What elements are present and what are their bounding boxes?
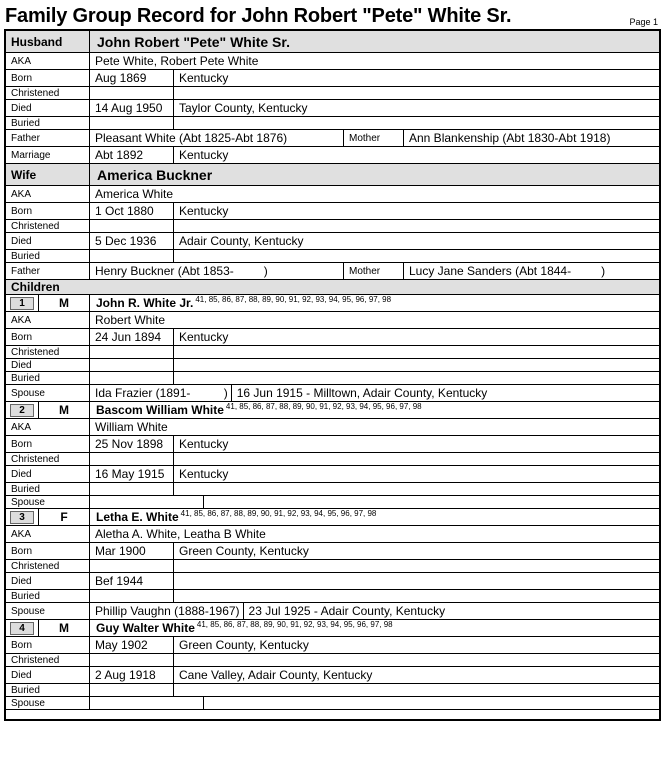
field-label-aka: AKA bbox=[6, 53, 90, 69]
date-cell-buried bbox=[90, 117, 174, 129]
place-cell-died: Taylor County, Kentucky bbox=[179, 101, 308, 115]
date-cell-buried bbox=[90, 372, 174, 384]
section-header-husband bbox=[6, 31, 659, 53]
child-row-4 bbox=[6, 620, 659, 637]
spouse-label: Spouse bbox=[6, 603, 90, 619]
field-label-born: Born bbox=[6, 436, 90, 452]
date-cell-died: 16 May 1915 bbox=[90, 466, 174, 482]
date-cell-born: 1 Oct 1880 bbox=[90, 203, 174, 219]
field-label-christened: Christened bbox=[6, 87, 90, 99]
child-number-cell bbox=[6, 509, 39, 525]
mother-label: Mother bbox=[344, 263, 404, 279]
child-row-1 bbox=[6, 295, 659, 312]
field-label-marriage: Marriage bbox=[6, 147, 90, 163]
row-christened bbox=[6, 87, 659, 100]
child-number-cell bbox=[6, 295, 39, 311]
row-christened bbox=[6, 654, 659, 667]
child-number-badge: 4 bbox=[10, 622, 34, 635]
row-died bbox=[6, 466, 659, 483]
place-cell-christened bbox=[174, 87, 659, 99]
date-cell-christened bbox=[90, 346, 174, 358]
child-sex-cell: M bbox=[39, 620, 90, 636]
date-cell-christened bbox=[90, 87, 174, 99]
field-label-died: Died bbox=[6, 100, 90, 116]
field-label-christened: Christened bbox=[6, 654, 90, 666]
date-cell-died bbox=[90, 359, 174, 371]
child-number-cell bbox=[6, 620, 39, 636]
date-cell-buried bbox=[90, 684, 174, 696]
father-name-cell: Pleasant White (Abt 1825-Abt 1876) bbox=[90, 130, 344, 146]
place-cell-died bbox=[174, 359, 659, 371]
date-cell-born: Aug 1869 bbox=[90, 70, 174, 86]
child-number-badge: 3 bbox=[10, 511, 34, 524]
child-number-badge: 2 bbox=[10, 404, 34, 417]
date-cell-marriage: Abt 1892 bbox=[90, 147, 174, 163]
section-header-wife bbox=[6, 164, 659, 186]
child-name: Letha E. White bbox=[96, 510, 179, 524]
child-name-cell bbox=[90, 295, 659, 311]
row-died bbox=[6, 573, 659, 590]
father-label: Father bbox=[6, 263, 90, 279]
section-title-wife: America Buckner bbox=[97, 166, 213, 183]
child-name-cell bbox=[90, 402, 659, 418]
section-label-wife: Wife bbox=[6, 164, 90, 185]
spouse-label: Spouse bbox=[6, 496, 90, 508]
row-aka bbox=[6, 186, 659, 203]
row-spouse bbox=[6, 603, 659, 620]
child-name: Guy Walter White bbox=[96, 621, 195, 635]
row-born bbox=[6, 329, 659, 346]
place-cell-buried bbox=[174, 483, 659, 495]
place-cell-born: Kentucky bbox=[179, 330, 229, 344]
field-label-died: Died bbox=[6, 233, 90, 249]
field-label-died: Died bbox=[6, 466, 90, 482]
field-label-aka: AKA bbox=[6, 312, 90, 328]
row-died bbox=[6, 100, 659, 117]
partial-bottom-row bbox=[6, 710, 659, 719]
row-died bbox=[6, 359, 659, 372]
row-christened bbox=[6, 560, 659, 573]
mother-name-cell: Lucy Jane Sanders (Abt 1844- ) bbox=[409, 264, 606, 278]
field-label-died: Died bbox=[6, 359, 90, 371]
spouse-name-cell: Phillip Vaughn (1888-1967) bbox=[90, 603, 244, 619]
mother-label: Mother bbox=[344, 130, 404, 146]
place-cell-christened bbox=[174, 654, 659, 666]
place-cell-buried bbox=[174, 250, 659, 262]
place-cell-christened bbox=[174, 453, 659, 465]
place-cell-christened bbox=[174, 346, 659, 358]
marriage-cell bbox=[204, 496, 659, 508]
title-bar bbox=[0, 0, 665, 29]
place-cell-buried bbox=[174, 684, 659, 696]
place-cell-christened bbox=[174, 220, 659, 232]
row-born bbox=[6, 203, 659, 220]
row-aka bbox=[6, 419, 659, 436]
field-label-christened: Christened bbox=[6, 346, 90, 358]
page-title: Family Group Record for John Robert "Pete" White Sr. bbox=[5, 5, 512, 27]
row-aka bbox=[6, 526, 659, 543]
family-group-table bbox=[4, 29, 661, 721]
row-born bbox=[6, 70, 659, 87]
date-cell-born: 24 Jun 1894 bbox=[90, 329, 174, 345]
row-aka bbox=[6, 53, 659, 70]
spouse-name-cell bbox=[90, 496, 204, 508]
row-buried bbox=[6, 590, 659, 603]
row-died bbox=[6, 233, 659, 250]
date-cell-christened bbox=[90, 453, 174, 465]
row-buried bbox=[6, 483, 659, 496]
field-label-died: Died bbox=[6, 667, 90, 683]
row-spouse bbox=[6, 697, 659, 710]
marriage-cell bbox=[204, 697, 659, 709]
place-cell-born: Kentucky bbox=[179, 71, 229, 85]
field-label-christened: Christened bbox=[6, 453, 90, 465]
child-name: John R. White Jr. bbox=[96, 296, 194, 310]
section-label-husband: Husband bbox=[6, 31, 90, 52]
row-christened bbox=[6, 453, 659, 466]
place-cell-marriage: Kentucky bbox=[179, 148, 229, 162]
field-label-aka: AKA bbox=[6, 186, 90, 202]
row-buried bbox=[6, 117, 659, 130]
field-label-christened: Christened bbox=[6, 220, 90, 232]
children-band bbox=[6, 280, 659, 295]
row-spouse bbox=[6, 496, 659, 509]
field-label-aka: AKA bbox=[6, 419, 90, 435]
place-cell-buried bbox=[174, 372, 659, 384]
child-name: Bascom William White bbox=[96, 403, 224, 417]
row-parents bbox=[6, 263, 659, 280]
place-cell-born: Green County, Kentucky bbox=[179, 638, 309, 652]
child-name-cell bbox=[90, 620, 659, 636]
row-aka bbox=[6, 312, 659, 329]
date-cell-died: Bef 1944 bbox=[90, 573, 174, 589]
children-band-label: Children bbox=[11, 280, 60, 294]
child-refs-superscript: 41, 85, 86, 87, 88, 89, 90, 91, 92, 93, 94, 95, 96, 97, 98 bbox=[180, 509, 377, 518]
row-buried bbox=[6, 372, 659, 385]
field-value-aka: Pete White, Robert Pete White bbox=[95, 54, 259, 68]
child-row-2 bbox=[6, 402, 659, 419]
field-value-aka: Robert White bbox=[95, 313, 166, 327]
date-cell-born: Mar 1900 bbox=[90, 543, 174, 559]
place-cell-born: Kentucky bbox=[179, 437, 229, 451]
section-title-husband: John Robert "Pete" White Sr. bbox=[97, 33, 290, 50]
date-cell-christened bbox=[90, 220, 174, 232]
field-value-aka: William White bbox=[95, 420, 168, 434]
spouse-label: Spouse bbox=[6, 697, 90, 709]
child-refs-superscript: 41, 85, 86, 87, 88, 89, 90, 91, 92, 93, 94, 95, 96, 97, 98 bbox=[225, 402, 422, 411]
partial-cell bbox=[6, 710, 659, 719]
field-label-born: Born bbox=[6, 329, 90, 345]
date-cell-died: 14 Aug 1950 bbox=[90, 100, 174, 116]
date-cell-died: 5 Dec 1936 bbox=[90, 233, 174, 249]
place-cell-born: Green County, Kentucky bbox=[179, 544, 309, 558]
field-label-christened: Christened bbox=[6, 560, 90, 572]
date-cell-died: 2 Aug 1918 bbox=[90, 667, 174, 683]
spouse-name-cell bbox=[90, 697, 204, 709]
row-christened bbox=[6, 220, 659, 233]
date-cell-buried bbox=[90, 250, 174, 262]
marriage-cell: 16 Jun 1915 - Milltown, Adair County, Kentucky bbox=[236, 386, 488, 400]
spouse-name-cell: Ida Frazier (1891- ) bbox=[90, 385, 232, 401]
page-number: Page 1 bbox=[629, 17, 658, 27]
field-label-buried: Buried bbox=[6, 590, 90, 602]
place-cell-buried bbox=[174, 117, 659, 129]
child-number-cell bbox=[6, 402, 39, 418]
child-sex-cell: M bbox=[39, 402, 90, 418]
place-cell-died: Cane Valley, Adair County, Kentucky bbox=[179, 668, 373, 682]
place-cell-buried bbox=[174, 590, 659, 602]
field-label-buried: Buried bbox=[6, 684, 90, 696]
child-sex-cell: F bbox=[39, 509, 90, 525]
marriage-cell: 23 Jul 1925 - Adair County, Kentucky bbox=[248, 604, 446, 618]
father-name-cell: Henry Buckner (Abt 1853- ) bbox=[90, 263, 344, 279]
child-number-badge: 1 bbox=[10, 297, 34, 310]
date-cell-born: 25 Nov 1898 bbox=[90, 436, 174, 452]
date-cell-buried bbox=[90, 483, 174, 495]
field-label-buried: Buried bbox=[6, 117, 90, 129]
mother-name-cell: Ann Blankenship (Abt 1830-Abt 1918) bbox=[409, 131, 611, 145]
row-marriage bbox=[6, 147, 659, 164]
date-cell-christened bbox=[90, 654, 174, 666]
child-refs-superscript: 41, 85, 86, 87, 88, 89, 90, 91, 92, 93, 94, 95, 96, 97, 98 bbox=[195, 295, 392, 304]
place-cell-died bbox=[174, 573, 659, 589]
date-cell-buried bbox=[90, 590, 174, 602]
place-cell-died: Adair County, Kentucky bbox=[179, 234, 304, 248]
row-christened bbox=[6, 346, 659, 359]
date-cell-born: May 1902 bbox=[90, 637, 174, 653]
row-spouse bbox=[6, 385, 659, 402]
father-label: Father bbox=[6, 130, 90, 146]
field-label-born: Born bbox=[6, 203, 90, 219]
place-cell-christened bbox=[174, 560, 659, 572]
field-label-buried: Buried bbox=[6, 372, 90, 384]
place-cell-born: Kentucky bbox=[179, 204, 229, 218]
field-label-died: Died bbox=[6, 573, 90, 589]
child-row-3 bbox=[6, 509, 659, 526]
row-died bbox=[6, 667, 659, 684]
field-label-aka: AKA bbox=[6, 526, 90, 542]
field-label-born: Born bbox=[6, 543, 90, 559]
child-refs-superscript: 41, 85, 86, 87, 88, 89, 90, 91, 92, 93, 94, 95, 96, 97, 98 bbox=[196, 620, 393, 629]
row-born bbox=[6, 637, 659, 654]
row-buried bbox=[6, 250, 659, 263]
field-label-buried: Buried bbox=[6, 250, 90, 262]
field-value-aka: Aletha A. White, Leatha B White bbox=[95, 527, 266, 541]
date-cell-christened bbox=[90, 560, 174, 572]
row-parents bbox=[6, 130, 659, 147]
field-value-aka: America White bbox=[95, 187, 174, 201]
spouse-label: Spouse bbox=[6, 385, 90, 401]
child-sex-cell: M bbox=[39, 295, 90, 311]
field-label-born: Born bbox=[6, 637, 90, 653]
child-name-cell bbox=[90, 509, 659, 525]
field-label-buried: Buried bbox=[6, 483, 90, 495]
row-born bbox=[6, 436, 659, 453]
row-born bbox=[6, 543, 659, 560]
row-buried bbox=[6, 684, 659, 697]
place-cell-died: Kentucky bbox=[179, 467, 229, 481]
field-label-born: Born bbox=[6, 70, 90, 86]
